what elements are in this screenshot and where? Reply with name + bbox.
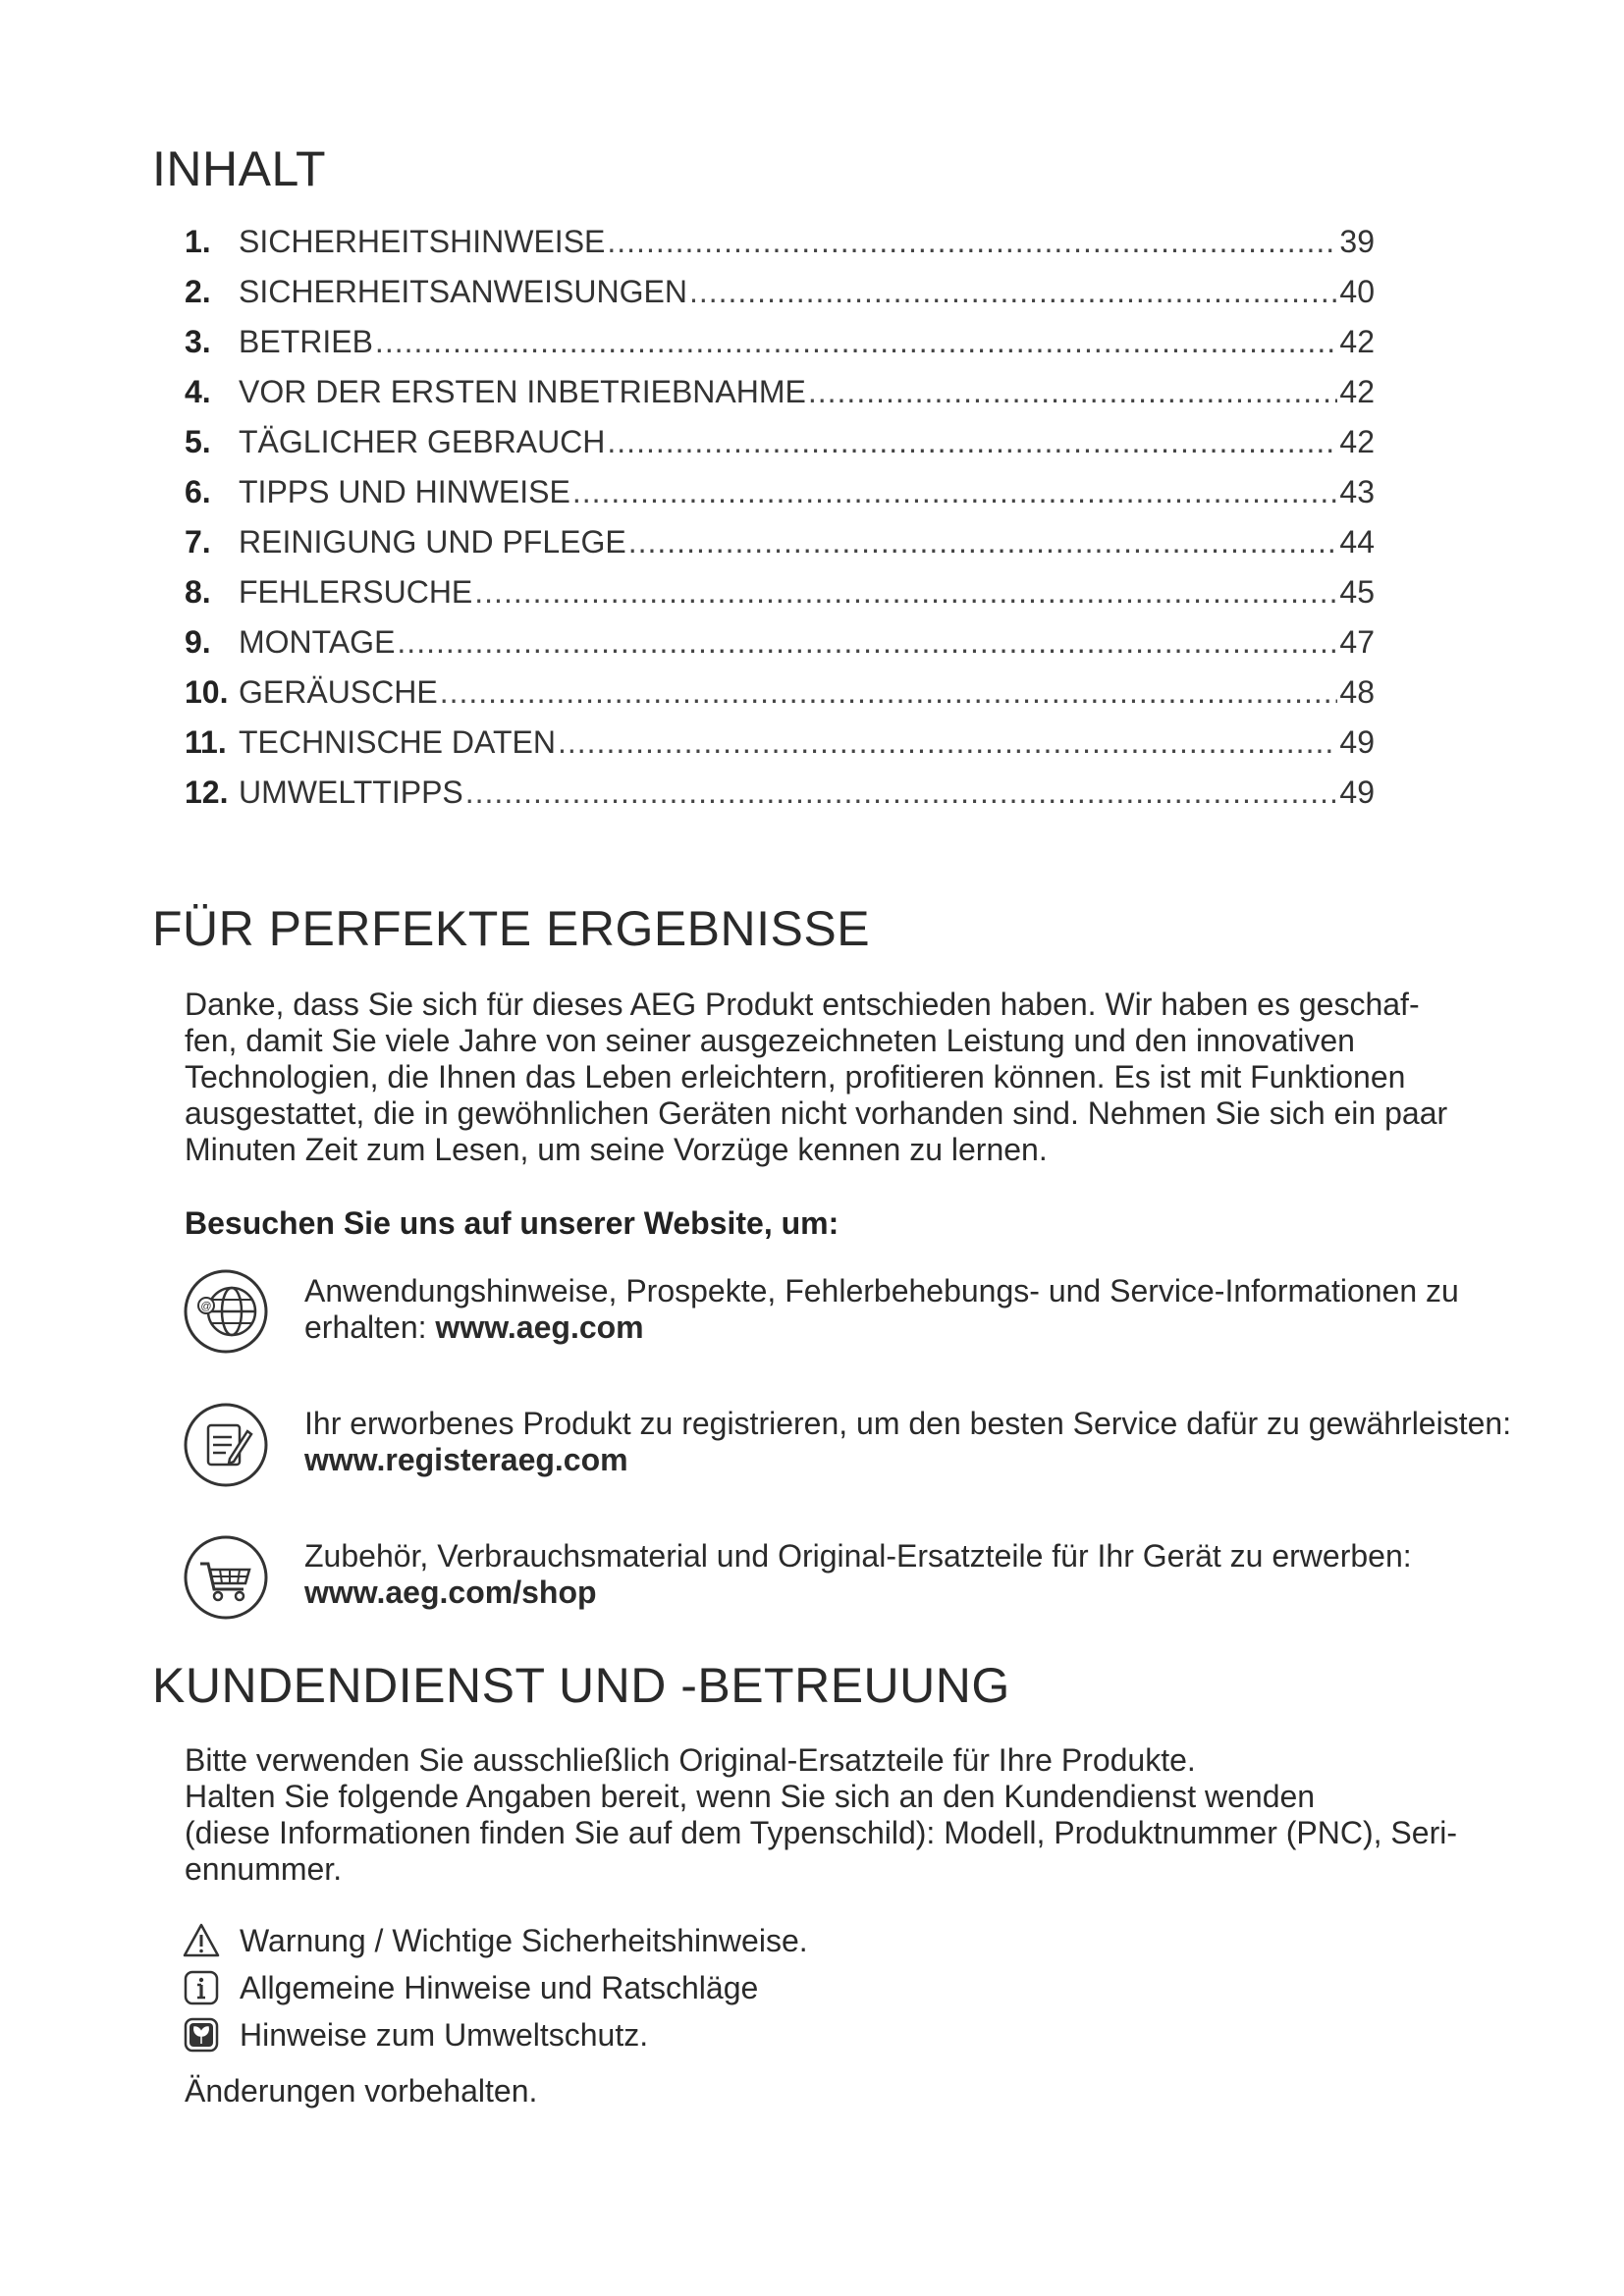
service-line: (diese Informationen finden Sie auf dem Typenschild): Modell, Produktnummer (PNC), Seri-: [185, 1815, 1457, 1850]
visit-item-shop: [304, 1538, 1412, 1611]
toc-page: 42: [1339, 424, 1375, 459]
toc-item[interactable]: [185, 774, 1375, 825]
toc-item[interactable]: [185, 724, 1375, 774]
toc-leader: [558, 724, 1337, 761]
toc-leader: [607, 424, 1337, 460]
toc-item[interactable]: [185, 624, 1375, 674]
toc-leader: [628, 524, 1338, 561]
toc-page: 49: [1339, 724, 1375, 760]
toc-item[interactable]: [185, 524, 1375, 574]
toc-leader: [440, 674, 1338, 711]
register-icon: [183, 1402, 269, 1488]
visit-line: Anwendungshinweise, Prospekte, Fehlerbehebungs- und Service-Informationen zu: [304, 1273, 1459, 1308]
toc-item[interactable]: [185, 374, 1375, 424]
toc-title: MONTAGE: [239, 624, 396, 660]
toc-title: SICHERHEITSHINWEISE: [239, 224, 606, 259]
shop-link[interactable]: www.aeg.com/shop: [304, 1575, 597, 1610]
toc-number: 8.: [185, 574, 211, 610]
toc-leader: [397, 624, 1337, 661]
toc-leader: [375, 324, 1337, 360]
toc-page: 47: [1339, 624, 1375, 660]
footer-note: Änderungen vorbehalten.: [185, 2073, 538, 2109]
toc-title: GERÄUSCHE: [239, 674, 438, 710]
toc-leader: [572, 474, 1338, 510]
visit-line: Ihr erworbenes Produkt zu registrieren, um den besten Service dafür zu gewährleisten:: [304, 1406, 1512, 1441]
toc-page: 43: [1339, 474, 1375, 509]
toc-page: 42: [1339, 324, 1375, 359]
legend-warning: [183, 1922, 808, 1959]
visit-line: Zubehör, Verbrauchsmaterial und Original-Ersatzteile für Ihr Gerät zu erwerben:: [304, 1538, 1412, 1574]
toc-leader: [607, 224, 1337, 260]
toc-title: TÄGLICHER GEBRAUCH: [239, 424, 606, 459]
toc-number: 3.: [185, 324, 211, 359]
info-icon: [183, 1969, 220, 2006]
toc-number: 5.: [185, 424, 211, 459]
intro-line: Danke, dass Sie sich für dieses AEG Produkt entschieden haben. Wir haben es geschaf-: [185, 987, 1420, 1022]
legend-environment: [183, 2016, 648, 2054]
shopping-cart-icon: [183, 1534, 269, 1621]
toc-item[interactable]: [185, 324, 1375, 374]
toc-number: 7.: [185, 524, 211, 560]
legend-text: Hinweise zum Umweltschutz.: [240, 2016, 649, 2053]
toc-leader: [465, 774, 1338, 811]
toc-leader: [474, 574, 1337, 611]
toc-title: TIPPS UND HINWEISE: [239, 474, 570, 509]
toc-number: 9.: [185, 624, 211, 660]
toc-page: 40: [1339, 274, 1375, 309]
toc-item[interactable]: [185, 474, 1375, 524]
toc-item[interactable]: [185, 424, 1375, 474]
toc-number: 1.: [185, 224, 211, 259]
toc-title: REINIGUNG UND PFLEGE: [239, 524, 626, 560]
service-line: ennummer.: [185, 1851, 343, 1887]
svg-text:@: @: [200, 1301, 212, 1312]
intro-paragraph: [185, 987, 1447, 1168]
globe-icon: [183, 1268, 269, 1355]
toc-page: 49: [1339, 774, 1375, 810]
visit-line-prefix: erhalten:: [304, 1309, 436, 1345]
toc-item[interactable]: [185, 274, 1375, 324]
toc-number: 4.: [185, 374, 211, 409]
table-of-contents: [185, 224, 1375, 825]
toc-title: FEHLERSUCHE: [239, 574, 473, 610]
toc-title: BETRIEB: [239, 324, 373, 359]
intro-line: Technologien, die Ihnen das Leben erleichtern, profitieren können. Es ist mit Funktionen: [185, 1059, 1406, 1095]
toc-leader: [808, 374, 1338, 410]
visit-heading: Besuchen Sie uns auf unserer Website, um:: [185, 1205, 839, 1241]
toc-number: 6.: [185, 474, 211, 509]
toc-page: 45: [1339, 574, 1375, 610]
toc-title: SICHERHEITSANWEISUNGEN: [239, 274, 687, 309]
legend-info: [183, 1969, 758, 2006]
toc-title: UMWELTTIPPS: [239, 774, 463, 810]
legend-text: Allgemeine Hinweise und Ratschläge: [240, 1969, 759, 2005]
service-heading: KUNDENDIENST UND -BETREUUNG: [152, 1658, 1010, 1713]
toc-number: 2.: [185, 274, 211, 309]
toc-title: TECHNISCHE DATEN: [239, 724, 556, 760]
service-line: Halten Sie folgende Angaben bereit, wenn Sie sich an den Kundendienst wenden: [185, 1779, 1316, 1814]
warning-icon: [183, 1922, 220, 1959]
intro-line: fen, damit Sie viele Jahre von seiner ausgezeichneten Leistung und den innovativen: [185, 1023, 1355, 1058]
legend-text: Warnung / Wichtige Sicherheitshinweise.: [240, 1922, 808, 1958]
toc-number: 11.: [185, 724, 227, 760]
results-heading: FÜR PERFEKTE ERGEBNISSE: [152, 901, 871, 956]
service-line: Bitte verwenden Sie ausschließlich Original-Ersatzteile für Ihre Produkte.: [185, 1742, 1196, 1778]
toc-item[interactable]: [185, 574, 1375, 624]
toc-leader: [689, 274, 1337, 310]
visit-item-register: [304, 1406, 1511, 1478]
environment-icon: [183, 2016, 220, 2054]
visit-item-service-info: [304, 1273, 1459, 1346]
toc-page: 44: [1339, 524, 1375, 560]
toc-page: 39: [1339, 224, 1375, 259]
intro-line: Minuten Zeit zum Lesen, um seine Vorzüge kennen zu lernen.: [185, 1132, 1048, 1167]
toc-number: 10.: [185, 674, 229, 710]
register-link[interactable]: www.registeraeg.com: [304, 1442, 628, 1477]
toc-item[interactable]: [185, 674, 1375, 724]
toc-item[interactable]: [185, 224, 1375, 274]
intro-line: ausgestattet, die in gewöhnlichen Geräten nicht vorhanden sind. Nehmen Sie sich ein paar: [185, 1095, 1448, 1131]
website-link[interactable]: www.aeg.com: [435, 1309, 644, 1345]
toc-heading: INHALT: [152, 141, 327, 196]
toc-page: 42: [1339, 374, 1375, 409]
toc-page: 48: [1339, 674, 1375, 710]
service-paragraph: [185, 1742, 1457, 1888]
toc-title: VOR DER ERSTEN INBETRIEBNAHME: [239, 374, 806, 409]
toc-number: 12.: [185, 774, 229, 810]
